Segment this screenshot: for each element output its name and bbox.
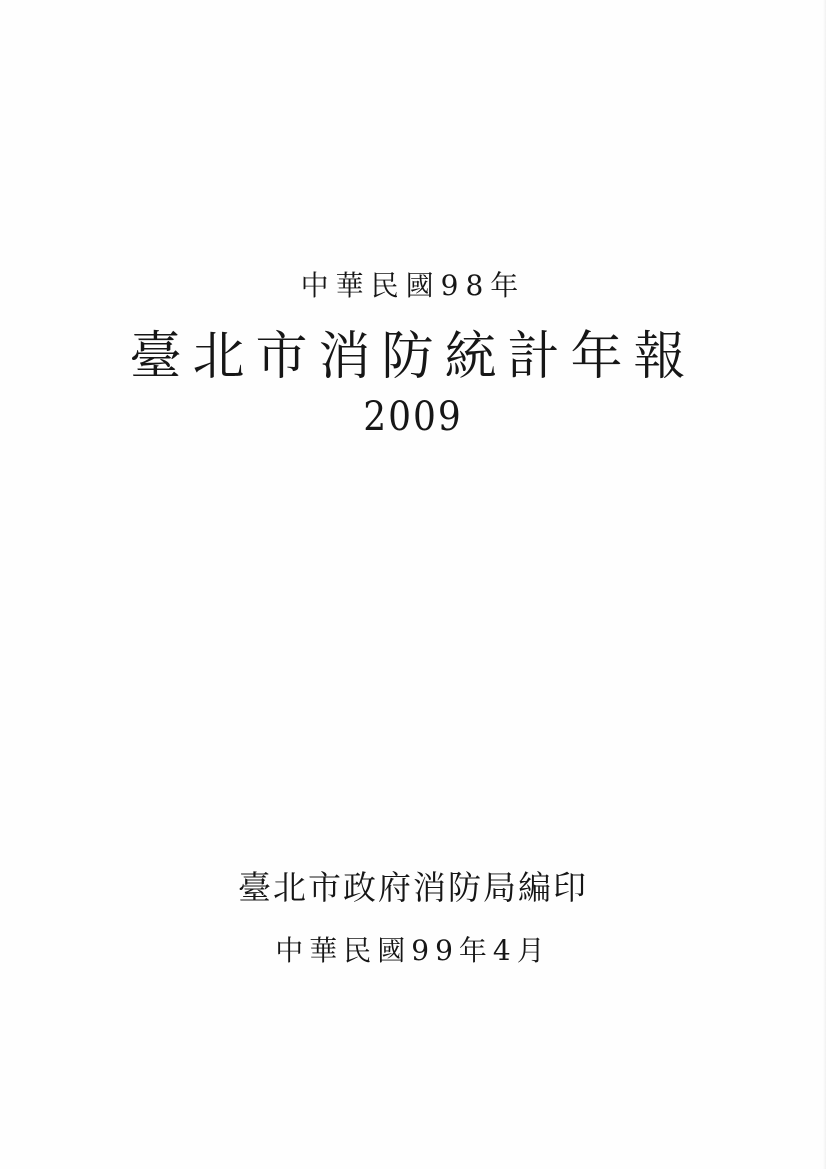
publication-date-line: 中華民國99年4月 — [275, 934, 551, 967]
publisher-line: 臺北市政府消防局編印 — [238, 868, 588, 907]
era-year-line: 中華民國98年 — [300, 269, 526, 302]
report-title: 臺北市消防統計年報 — [129, 327, 697, 387]
western-year: 2009 — [363, 394, 463, 440]
